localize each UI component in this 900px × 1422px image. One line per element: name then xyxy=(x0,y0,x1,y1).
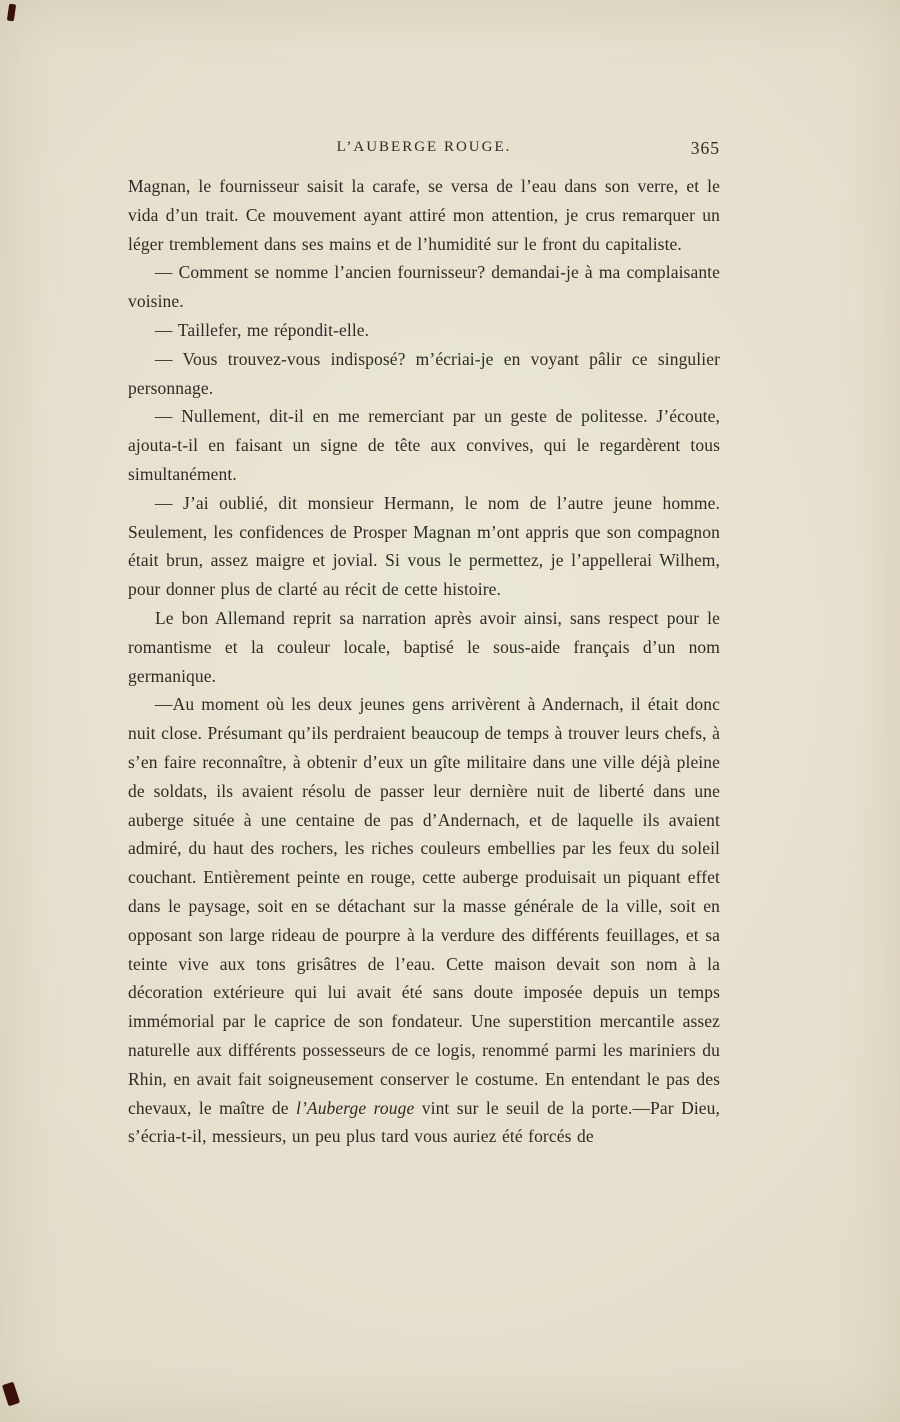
paragraph xyxy=(128,690,720,1151)
page-number: 365 xyxy=(690,138,720,158)
italic-book-title: l’Auberge rouge xyxy=(296,1097,415,1118)
paragraph xyxy=(128,258,720,316)
paragraph-text: Magnan, le fournisseur saisit la carafe, se versa de l’eau dans son verre, et le vida d’un trait. Ce mouvement ayant attiré mon attention, je crus remarquer un léger tremblement dans ses mains et de l’humidité sur le front du capitaliste. xyxy=(128,176,720,254)
paragraph-text: — Taillefer, me répondit-elle. xyxy=(155,319,370,340)
paragraph-text: — Nullement, dit-il en me remerciant par un geste de politesse. J’écoute, ajouta-t-il en faisant un signe de tête aux convives, qui le regardèrent tous simultanément. xyxy=(128,406,720,484)
scan-artifact-top-left xyxy=(7,4,16,22)
paragraph xyxy=(128,345,720,403)
paragraph-text: Le bon Allemand reprit sa narration après avoir ainsi, sans respect pour le romantisme et la couleur locale, baptisé le sous-aide français d’un nom germanique. xyxy=(128,607,720,686)
paragraph-text: — J’ai oublié, dit monsieur Hermann, le nom de l’autre jeune homme. Seulement, les confidences de Prosper Magnan m’ont appris que son compagnon était brun, assez maigre et jovial. Si vous le permettez, je l’appellerai Wilhem, pour donner plus de clarté au récit de cette histoire. xyxy=(128,492,720,600)
paragraph xyxy=(128,172,720,258)
paragraph-text: — Vous trouvez-vous indisposé? m’écriai-je en voyant pâlir ce singulier personnage. xyxy=(128,348,720,398)
page-body xyxy=(128,172,720,1151)
paragraph-text: vint sur le seuil de la porte.—Par Dieu, s’écria-t-il, messieurs, un peu plus tard vous auriez été forcés de xyxy=(128,1097,720,1147)
paragraph-text: — Comment se nomme l’ancien fournisseur? demandai-je à ma complaisante voisine. xyxy=(128,262,720,312)
paragraph xyxy=(128,402,720,488)
page-header xyxy=(128,139,720,163)
paragraph xyxy=(128,604,720,690)
running-title: L’AUBERGE ROUGE. xyxy=(336,139,512,155)
scan-artifact-bottom-left xyxy=(2,1382,20,1407)
paragraph xyxy=(128,316,720,345)
paragraph xyxy=(128,489,720,604)
paragraph-text: —Au moment où les deux jeunes gens arrivèrent à Andernach, il était donc nuit close. Présumant qu’ils perdraient beaucoup de temps à trouver leurs chefs, à s’en faire reconnaître, à obtenir d’eux un gîte militaire dans une ville déjà pleine de soldats, ils avaient résolu de passer leur dernière nuit de liberté dans une auberge située à une centaine de pas d’Andernach, et de laquelle ils avaient admiré, du haut des rochers, les riches couleurs embellies par les feux du soleil couchant. Entièrement peinte en rouge, cette auberge produisait un piquant effet dans le paysage, soit en se détachant sur la masse générale de la ville, soit en opposant son large rideau de pourpre à la verdure des différents feuillages, et sa teinte vive aux tons grisâtres de l’eau. Cette maison devait son nom à la décoration extérieure qui lui avait été sans doute imposée depuis un temps immémorial par le caprice de son fondateur. Une superstition mercantile assez naturelle aux différents possesseurs de ce logis, renommé parmi les mariniers du Rhin, en avait fait soigneusement conserver le costume. En entendant le pas des chevaux, le maître de xyxy=(128,694,720,1118)
